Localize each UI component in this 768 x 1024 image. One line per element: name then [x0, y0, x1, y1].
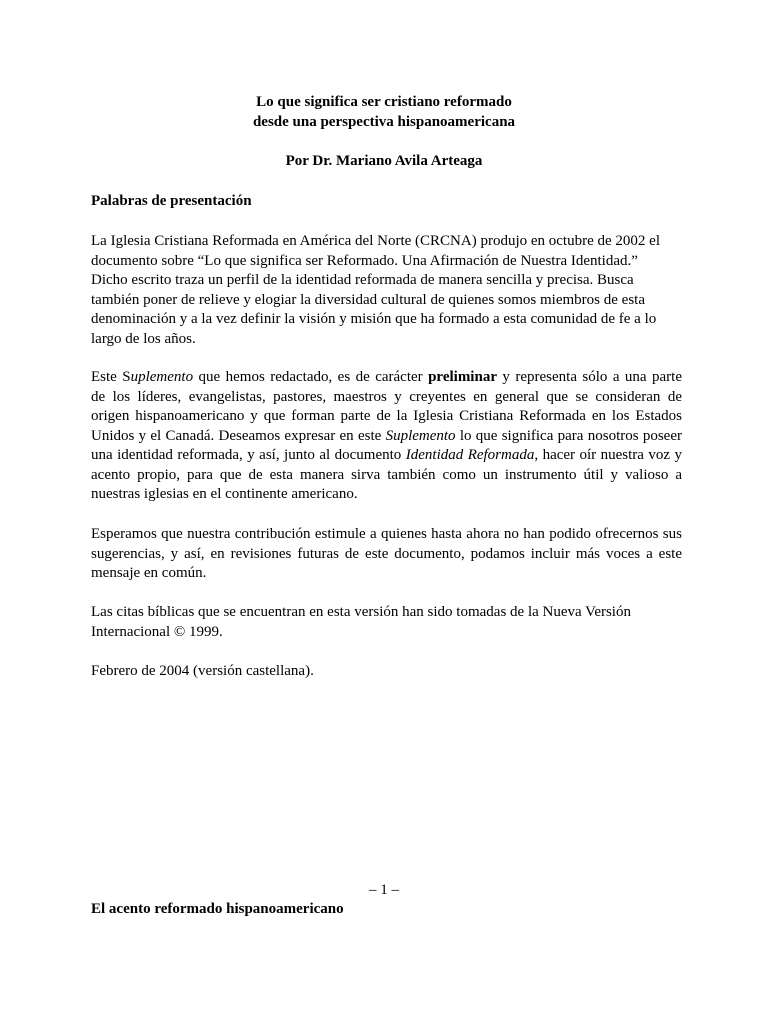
- paragraph-intro: [91, 232, 682, 349]
- text-run: que hemos redactado, es de carácter: [193, 369, 429, 385]
- paragraph-line: Internacional © 1999.: [91, 623, 223, 640]
- paragraph-line: denominación y a la vez definir la visión y misión que ha formado a esta comunidad de fe a lo: [91, 311, 657, 327]
- paragraph-line: nuestras iglesias en el continente americano.: [91, 486, 358, 502]
- paragraph-line: [91, 427, 682, 447]
- paragraph-line: largo de los años.: [91, 330, 196, 347]
- paragraph-line: Esperamos que nuestra contribución estimule a quienes hasta ahora no han podido ofrecernos sus: [91, 526, 682, 542]
- italic-text: uplemento: [130, 369, 194, 385]
- paragraph-line: sugerencias, y así, en revisiones futuras de este documento, podamos incluir más voces a este: [91, 545, 682, 562]
- paragraph-line: origen hispanoamericano y que forman parte de la Iglesia Cristiana Reformada en los Estados: [91, 408, 682, 424]
- section-heading: Palabras de presentación: [91, 193, 252, 209]
- paragraph-line: La Iglesia Cristiana Reformada en América del Norte (CRCNA) produjo en octubre de 2002 el: [91, 233, 660, 249]
- paragraph-line: documento sobre “Lo que significa ser Reformado. Una Afirmación de Nuestra Identidad.”: [91, 252, 638, 269]
- text-run: y representa sólo a una parte: [496, 369, 683, 385]
- text-run: lo que significa para nosotros poseer: [455, 427, 682, 444]
- paragraph-citas: [91, 603, 682, 642]
- author-line: Por Dr. Mariano Avila Arteaga: [285, 153, 483, 169]
- next-section-heading: El acento reformado hispanoamericano: [91, 901, 344, 917]
- text-run: Unidos y el Canadá. Deseamos expresar en este: [91, 427, 386, 444]
- title-line-2: desde una perspectiva hispanoamericana: [252, 114, 516, 130]
- paragraph-line: acento propio, para que de esta manera sirva también como un instrumento útil y valioso a: [91, 466, 682, 483]
- paragraph-line: Febrero de 2004 (versión castellana).: [91, 663, 314, 679]
- text-run: una identidad reformada, y así, junto al documento: [91, 447, 406, 463]
- paragraph-contribucion: [91, 525, 682, 584]
- bold-text: preliminar: [428, 369, 497, 385]
- paragraph-line: Las citas bíblicas que se encuentran en esta versión han sido tomadas de la Nueva Versión: [91, 604, 631, 620]
- paragraph-line: de los líderes, evangelistas, pastores, maestros y creyentes en general que se consideran de: [91, 388, 682, 405]
- paragraph-line: [91, 368, 682, 388]
- italic-text: Suplemento: [385, 427, 456, 444]
- paragraph-line: [91, 446, 682, 466]
- paragraph-suplemento: [91, 368, 682, 505]
- title-line-1: Lo que significa ser cristiano reformado: [256, 94, 512, 110]
- text-run: , hacer oír nuestra voz y: [534, 447, 683, 463]
- text-run: Este S: [91, 369, 131, 385]
- paragraph-line: mensaje en común.: [91, 565, 207, 581]
- italic-text: Identidad Reformada: [405, 447, 535, 463]
- paragraph-line: Dicho escrito traza un perfil de la identidad reformada de manera sencilla y precisa. Busca: [91, 272, 634, 288]
- paragraph-line: también poner de relieve y elogiar la diversidad cultural de quienes somos miembros de esta: [91, 291, 645, 308]
- paragraph-fecha: [91, 662, 682, 682]
- page-number: – 1 –: [369, 882, 399, 898]
